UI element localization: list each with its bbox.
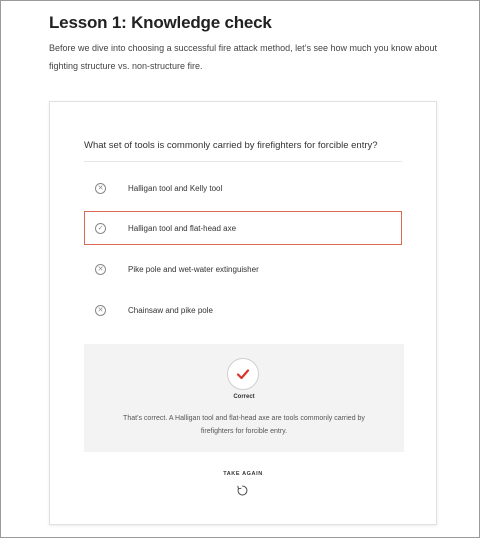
feedback-text: That’s correct. A Halligan tool and flat-head axe are tools commonly carried by firefighters for forcible entry. — [123, 415, 365, 435]
answer-option-label: Chainsaw and pike pole — [128, 305, 213, 315]
answer-option-label: Halligan tool and Kelly tool — [128, 183, 223, 193]
answer-option-label: Pike pole and wet-water extinguisher — [128, 264, 259, 274]
feedback-panel — [84, 344, 404, 452]
knowledge-check-card — [49, 101, 437, 525]
check-circle-icon: ✓ — [95, 223, 106, 234]
answer-option-label: Halligan tool and flat-head axe — [128, 223, 237, 233]
feedback-title: Correct — [233, 394, 255, 400]
question-divider — [84, 161, 402, 162]
take-again-button[interactable]: TAKE AGAIN — [223, 471, 263, 477]
answer-option-2[interactable] — [84, 211, 402, 245]
answer-option-4[interactable] — [84, 293, 402, 327]
lesson-title: Lesson 1: Knowledge check — [49, 13, 272, 32]
question-text: What set of tools is commonly carried by firefighters for forcible entry? — [84, 140, 378, 151]
answer-option-1[interactable] — [84, 171, 402, 205]
lesson-intro: Before we dive into choosing a successful fire attack method, let’s see how much you know about fighting structure vs. non-structure fire. — [49, 43, 438, 71]
x-circle-icon: ✕ — [95, 183, 106, 194]
checkmark-icon — [227, 358, 259, 390]
answer-option-3[interactable] — [84, 252, 402, 286]
x-circle-icon: ✕ — [95, 264, 106, 275]
x-circle-icon: ✕ — [95, 305, 106, 316]
retry-icon[interactable] — [236, 484, 249, 497]
